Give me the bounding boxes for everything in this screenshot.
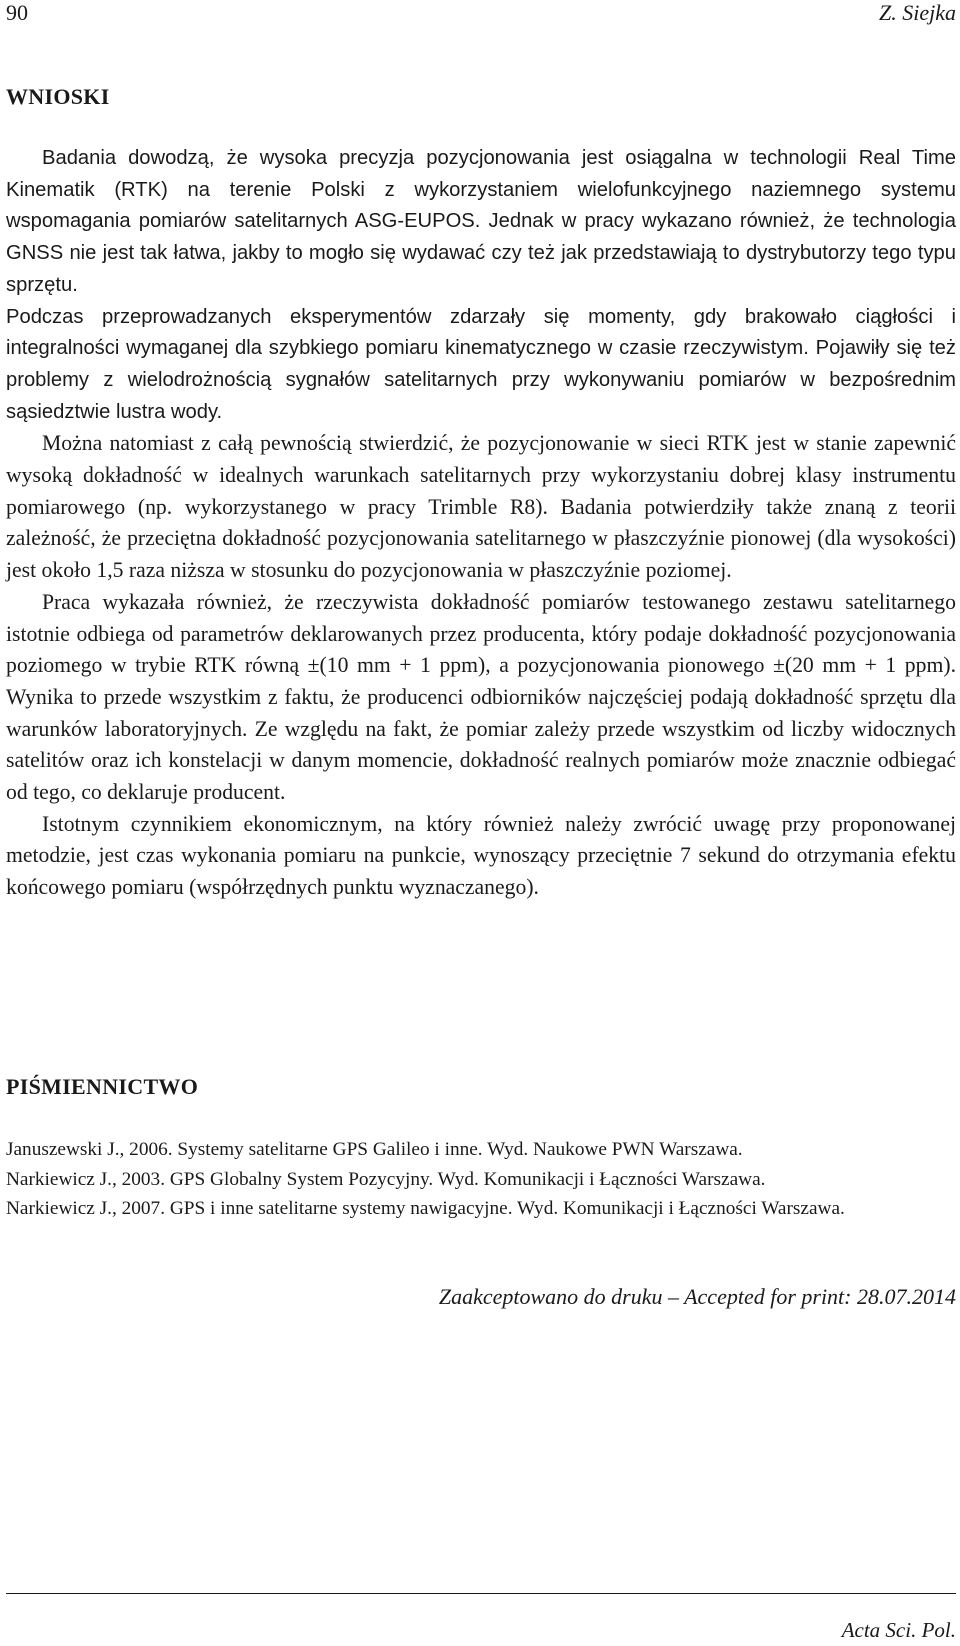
conclusions-paragraph: Podczas przeprowadzanych eksperymentów zdarzały się momenty, gdy brakowało ciągłości i integralności wymaganej dla szybkiego pomiaru kinematycznego w czasie rzeczywistym. Pojawiły się też problemy z wielodrożnością sygnałów satelitarnych przy wykonywaniu pomiarów w bezpośrednim sąsiedztwie lustra wody.: [6, 305, 956, 423]
accepted-for-print-note: Zaakceptowano do druku – Accepted for print: 28.07.2014: [438, 1284, 956, 1309]
conclusions-paragraph: Można natomiast z całą pewnością stwierdzić, że pozycjonowanie w sieci RTK jest w stanie zapewnić wysoką dokładność w idealnych warunkach satelitarnych przy wykorzystaniu dobrej klasy instrumentu pomiarowego (np. wykorzystanego w pracy Trimble R8). Badania potwierdziły także znaną z teorii zależność, że przeciętna dokładność pozycjonowania satelitarnego w płaszczyźnie pionowej (dla wysokości) jest około 1,5 raza niższa w stosunku do pozycjonowania w płaszczyźnie poziomej.: [6, 431, 956, 583]
conclusions-paragraph: Badania dowodzą, że wysoka precyzja pozycjonowania jest osiągalna w technologii Real Time Kinematik (RTK) na terenie Polski z wykorzystaniem wielofunkcyjnego naziemnego systemu wspomagania pomiarów satelitarnych ASG-EUPOS. Jednak w pracy wykazano również, że technologia GNSS nie jest tak łatwa, jakby to mogło się wydawać czy też jak przedstawiają to dystrybutorzy tego typu sprzętu.: [6, 147, 956, 296]
paper-page: [6, 0, 956, 1646]
conclusions-body: [6, 143, 956, 904]
reference-list: [6, 1135, 956, 1224]
reference-entry: Januszewski J., 2006. Systemy satelitarne GPS Galileo i inne. Wyd. Naukowe PWN Warszawa.: [6, 1139, 743, 1160]
reference-entry: Narkiewicz J., 2003. GPS Globalny System Pozycyjny. Wyd. Komunikacji i Łączności Warszawa.: [6, 1168, 766, 1190]
journal-name: Acta Sci. Pol.: [841, 1618, 956, 1642]
reference-entry: Narkiewicz J., 2007. GPS i inne satelitarne systemy nawigacyjne. Wyd. Komunikacji i Łączności Warszawa.: [6, 1198, 845, 1219]
page-number: 90: [6, 0, 28, 25]
conclusions-paragraph: Istotnym czynnikiem ekonomicznym, na który również należy zwrócić uwagę przy proponowanej metodzie, jest czas wykonania pomiaru na punkcie, wynoszący przeciętnie 7 sekund do otrzymania efektu końcowego pomiaru (współrzędnych punktu wyznaczanego).: [6, 811, 956, 900]
footer-divider: [6, 1593, 956, 1594]
conclusions-paragraph: Praca wykazała również, że rzeczywista dokładność pomiarów testowanego zestawu satelitarnego istotnie odbiega od parametrów deklarowanych przez producenta, który podaje dokładność pozycjonowania poziomego w trybie RTK równą ±(10 mm + 1 ppm), a pozycjonowania pionowego ±(20 mm + 1 ppm). Wynika to przede wszystkim z faktu, że producenci odbiorników najczęściej podają dokładność sprzętu dla warunków laboratoryjnych. Ze względu na fakt, że pomiar zależy przede wszystkim od liczby widocznych satelitów oraz ich konstelacji w danym momencie, dokładność realnych pomiarów może znacznie odbiegać od tego, co deklaruje producent.: [6, 589, 956, 805]
conclusions-heading: WNIOSKI: [6, 84, 110, 109]
bibliography-heading: PIŚMIENNICTWO: [6, 1074, 199, 1099]
running-head-author: Z. Siejka: [879, 0, 956, 25]
running-head: [6, 0, 956, 26]
